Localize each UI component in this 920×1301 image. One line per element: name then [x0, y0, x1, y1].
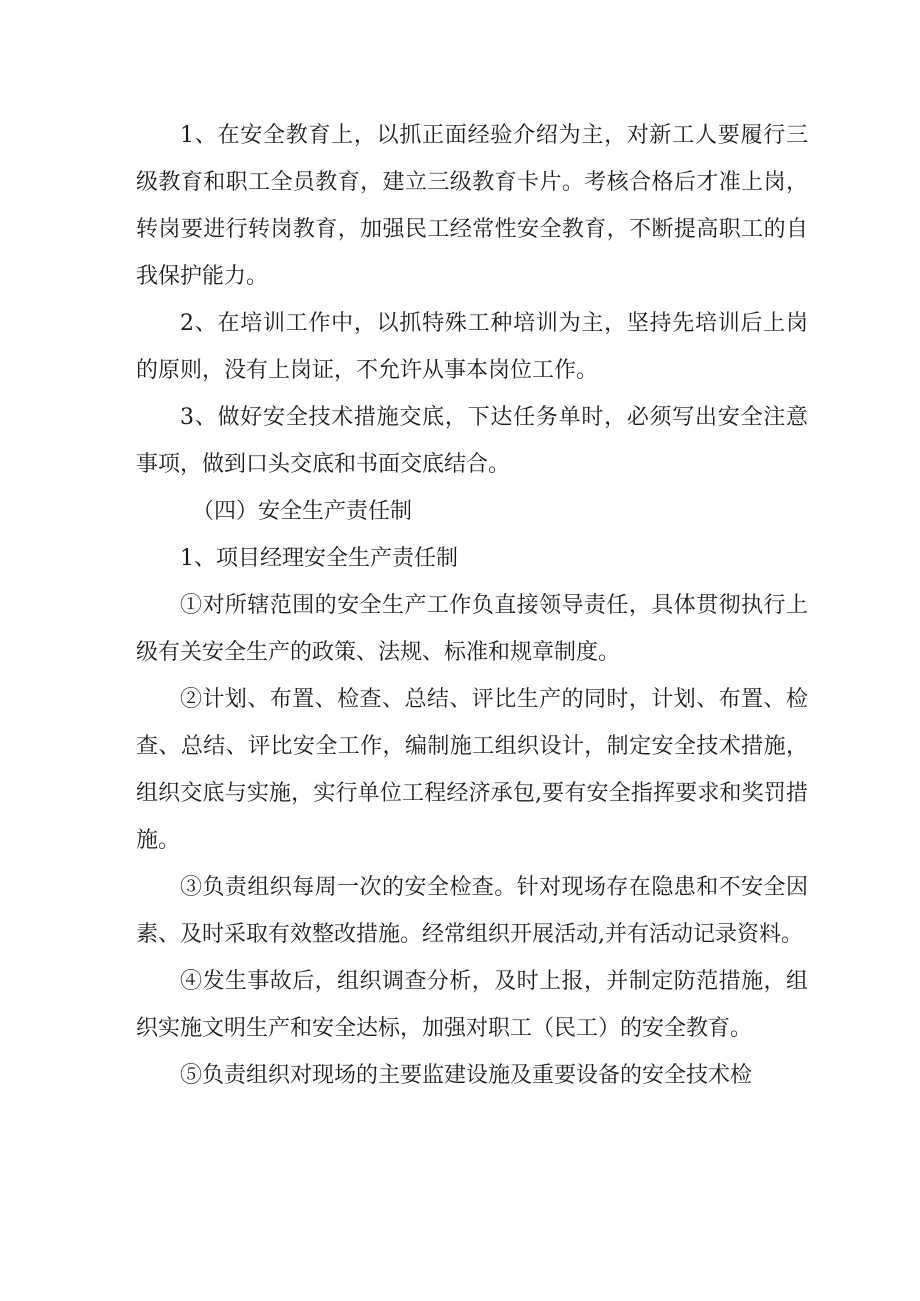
list-item-3: ③负责组织每周一次的安全检查。针对现场存在隐患和不安全因素、及时采取有效整改措施。经常组织开展活动,并有活动记录资料。 — [136, 875, 808, 947]
paragraph-safety-disclosure: 3、做好安全技术措施交底，下达任务单时，必须写出安全注意事项，做到口头交底和书面交底结合。 — [136, 405, 808, 477]
paragraph-safety-education: 1、在安全教育上，以抓正面经验介绍为主，对新工人要履行三级教育和职工全员教育，建立三级教育卡片。考核合格后才准上岗，转岗要进行转岗教育，加强民工经常性安全教育，不断提高职工的自我保护能力。 — [136, 123, 808, 289]
paragraph-training: 2、在培训工作中，以抓特殊工种培训为主，坚持先培训后上岗的原则，没有上岗证，不允许从事本岗位工作。 — [136, 311, 808, 383]
list-item-1: ①对所辖范围的安全生产工作负直接领导责任，具体贯彻执行上级有关安全生产的政策、法规、标准和规章制度。 — [136, 593, 808, 665]
section-heading: （四）安全生产责任制 — [192, 499, 413, 524]
subsection-heading: 1、项目经理安全生产责任制 — [180, 546, 458, 571]
list-item-4: ④发生事故后，组织调查分析，及时上报，并制定防范措施，组织实施文明生产和安全达标，加强对职工（民工）的安全教育。 — [136, 969, 808, 1041]
document-body — [136, 112, 808, 1099]
list-item-5: ⑤负责组织对现场的主要监建设施及重要设备的安全技术检 — [180, 1063, 753, 1088]
list-item-2: ②计划、布置、检查、总结、评比生产的同时，计划、布置、检查、总结、评比安全工作，编制施工组织设计，制定安全技术措施，组织交底与实施，实行单位工程经济承包,要有安全指挥要求和奖罚措施。 — [136, 687, 808, 853]
